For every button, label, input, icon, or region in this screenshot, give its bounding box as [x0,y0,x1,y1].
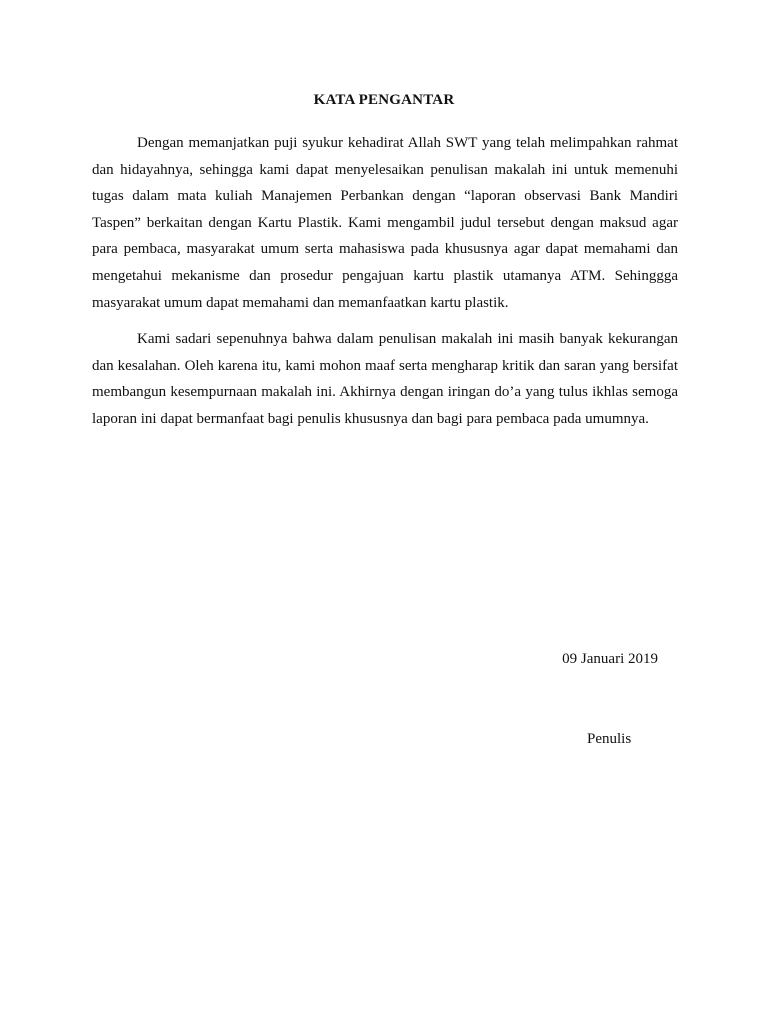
paragraph-2: Kami sadari sepenuhnya bahwa dalam penulisan makalah ini masih banyak kekurangan dan kesalahan. Oleh karena itu, kami mohon maaf serta mengharap kritik dan saran yang bersifat membangun kesempurnaan makalah ini. Akhirnya dengan iringan do’a yang tulus ikhlas semoga laporan ini dapat bermanfaat bagi penulis khususnya dan bagi para pembaca pada umumnya. [92,331,678,427]
signer-label: Penulis [587,731,632,747]
paragraph-1: Dengan memanjatkan puji syukur kehadirat Allah SWT yang telah melimpahkan rahmat dan hidayahnya, sehingga kami dapat menyelesaikan penulisan makalah ini untuk memenuhi tugas dalam mata kuliah Manajemen Perbankan dengan “laporan observasi Bank Mandiri Taspen” berkaitan dengan Kartu Plastik. Kami mengambil judul tersebut dengan maksud agar para pembaca, masyarakat umum serta mahasiswa pada khususnya agar dapat memahami dan mengetahui mekanisme dan prosedur pengajuan kartu plastik utamanya ATM. Sehinggga masyarakat umum dapat memahami dan memanfaatkan kartu plastik. [92,135,678,311]
document-date: 09 Januari 2019 [562,651,658,667]
document-body [92,130,678,433]
page-title: KATA PENGANTAR [313,92,455,108]
